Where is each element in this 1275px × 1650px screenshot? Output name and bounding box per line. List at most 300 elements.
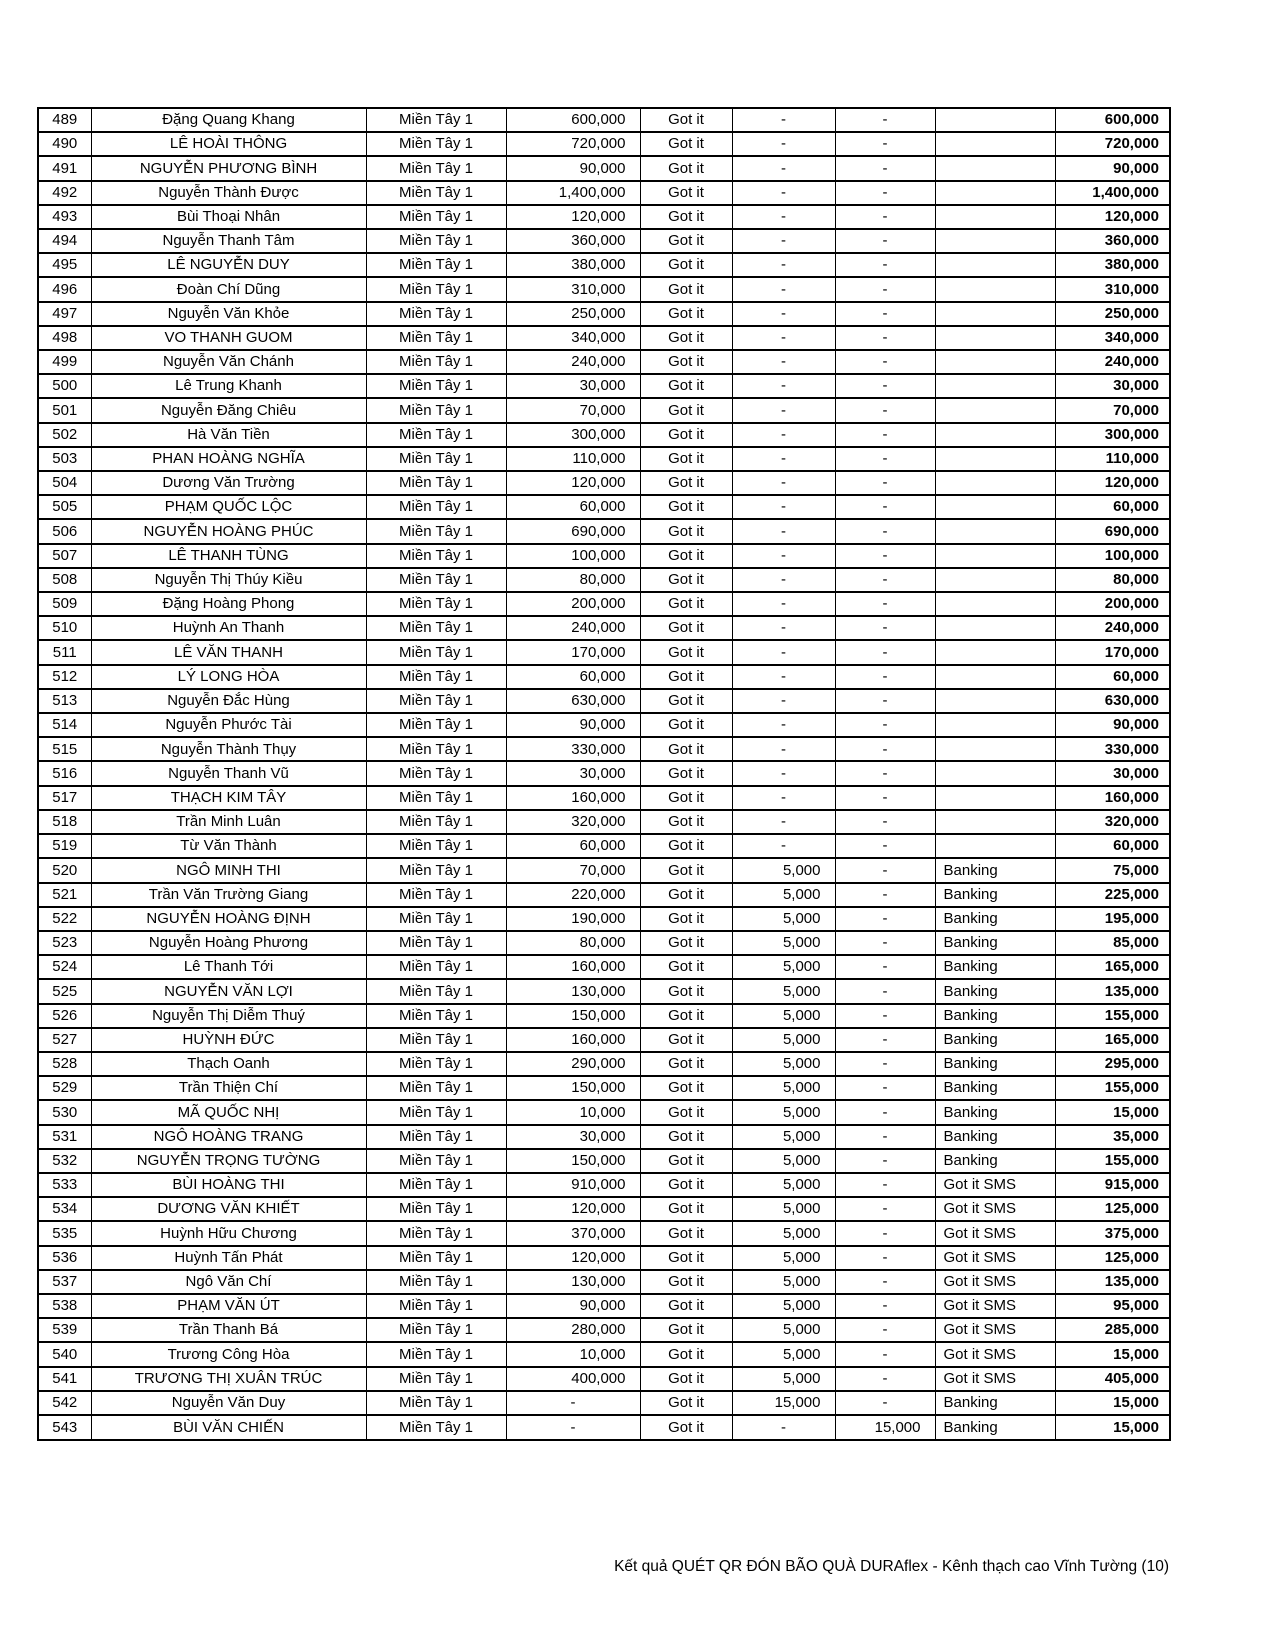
cell-no: 522	[38, 907, 91, 931]
cell-status: Got it	[640, 713, 732, 737]
cell-no: 518	[38, 810, 91, 834]
cell-method: Got it SMS	[935, 1173, 1055, 1197]
cell-total: 110,000	[1055, 447, 1170, 471]
cell-total: 1,400,000	[1055, 181, 1170, 205]
cell-region: Miền Tây 1	[366, 640, 506, 664]
table-row	[38, 495, 1170, 519]
cell-region: Miền Tây 1	[366, 495, 506, 519]
cell-no: 526	[38, 1004, 91, 1028]
cell-total: 80,000	[1055, 568, 1170, 592]
cell-name: LÊ VĂN THANH	[91, 640, 366, 664]
cell-region: Miền Tây 1	[366, 423, 506, 447]
table-row	[38, 519, 1170, 543]
cell-bonus1: -	[732, 374, 835, 398]
cell-name: Nguyễn Phước Tài	[91, 713, 366, 737]
cell-region: Miền Tây 1	[366, 181, 506, 205]
cell-bonus2: -	[835, 979, 935, 1003]
cell-amount: 60,000	[506, 665, 640, 689]
table-row	[38, 181, 1170, 205]
table-row	[38, 423, 1170, 447]
cell-status: Got it	[640, 1028, 732, 1052]
cell-method: Banking	[935, 1052, 1055, 1076]
cell-name: Huỳnh Hữu Chương	[91, 1221, 366, 1245]
cell-bonus1: 5,000	[732, 1197, 835, 1221]
cell-name: Hà Văn Tiền	[91, 423, 366, 447]
cell-no: 533	[38, 1173, 91, 1197]
cell-bonus1: -	[732, 229, 835, 253]
cell-total: 100,000	[1055, 544, 1170, 568]
cell-name: LÝ LONG HÒA	[91, 665, 366, 689]
cell-status: Got it	[640, 1173, 732, 1197]
cell-bonus2: -	[835, 883, 935, 907]
cell-method: Banking	[935, 1100, 1055, 1124]
cell-status: Got it	[640, 1100, 732, 1124]
cell-region: Miền Tây 1	[366, 568, 506, 592]
cell-region: Miền Tây 1	[366, 955, 506, 979]
cell-name: BÙI VĂN CHIẾN	[91, 1415, 366, 1440]
cell-total: 240,000	[1055, 350, 1170, 374]
cell-amount: 110,000	[506, 447, 640, 471]
cell-no: 516	[38, 761, 91, 785]
cell-name: NGÔ MINH THI	[91, 858, 366, 882]
cell-name: MÃ QUỐC NHỊ	[91, 1100, 366, 1124]
cell-bonus1: 5,000	[732, 1246, 835, 1270]
table-row	[38, 568, 1170, 592]
cell-no: 542	[38, 1391, 91, 1415]
cell-bonus2: -	[835, 1100, 935, 1124]
cell-bonus1: 5,000	[732, 1367, 835, 1391]
cell-total: 300,000	[1055, 423, 1170, 447]
cell-bonus1: -	[732, 447, 835, 471]
cell-status: Got it	[640, 181, 732, 205]
cell-amount: 910,000	[506, 1173, 640, 1197]
cell-method: Got it SMS	[935, 1342, 1055, 1366]
cell-name: Nguyễn Thanh Vũ	[91, 761, 366, 785]
cell-method	[935, 350, 1055, 374]
cell-bonus2: -	[835, 1125, 935, 1149]
cell-name: NGUYỄN TRỌNG TƯỜNG	[91, 1149, 366, 1173]
cell-total: 405,000	[1055, 1367, 1170, 1391]
cell-no: 512	[38, 665, 91, 689]
cell-total: 200,000	[1055, 592, 1170, 616]
table-row	[38, 398, 1170, 422]
table-row	[38, 786, 1170, 810]
cell-name: Nguyễn Thanh Tâm	[91, 229, 366, 253]
cell-status: Got it	[640, 955, 732, 979]
cell-amount: 280,000	[506, 1318, 640, 1342]
cell-region: Miền Tây 1	[366, 883, 506, 907]
cell-name: NGUYỄN PHƯƠNG BÌNH	[91, 156, 366, 180]
cell-bonus1: -	[732, 834, 835, 858]
cell-total: 85,000	[1055, 931, 1170, 955]
cell-method: Got it SMS	[935, 1318, 1055, 1342]
cell-total: 135,000	[1055, 979, 1170, 1003]
table-row	[38, 1342, 1170, 1366]
cell-bonus2: -	[835, 471, 935, 495]
cell-method	[935, 689, 1055, 713]
cell-name: Nguyễn Văn Chánh	[91, 350, 366, 374]
cell-region: Miền Tây 1	[366, 1173, 506, 1197]
cell-name: Lê Trung Khanh	[91, 374, 366, 398]
table-row	[38, 1294, 1170, 1318]
cell-bonus2: -	[835, 277, 935, 301]
cell-name: LÊ NGUYỄN DUY	[91, 253, 366, 277]
cell-region: Miền Tây 1	[366, 761, 506, 785]
cell-method: Got it SMS	[935, 1270, 1055, 1294]
page-footer-caption: Kết quả QUÉT QR ĐÓN BÃO QUÀ DURAflex - Kênh thạch cao Vĩnh Tường (10)	[614, 1558, 1169, 1575]
cell-status: Got it	[640, 737, 732, 761]
cell-amount: 160,000	[506, 955, 640, 979]
cell-name: THẠCH KIM TÂY	[91, 786, 366, 810]
cell-name: Trương Công Hòa	[91, 1342, 366, 1366]
cell-amount: 120,000	[506, 1246, 640, 1270]
cell-region: Miền Tây 1	[366, 858, 506, 882]
cell-bonus1: -	[732, 1415, 835, 1440]
cell-amount: 310,000	[506, 277, 640, 301]
cell-bonus1: 5,000	[732, 1318, 835, 1342]
cell-bonus2: -	[835, 132, 935, 156]
cell-bonus1: 5,000	[732, 1149, 835, 1173]
cell-status: Got it	[640, 979, 732, 1003]
cell-region: Miền Tây 1	[366, 1052, 506, 1076]
cell-region: Miền Tây 1	[366, 665, 506, 689]
cell-no: 525	[38, 979, 91, 1003]
cell-no: 509	[38, 592, 91, 616]
cell-no: 495	[38, 253, 91, 277]
cell-method	[935, 519, 1055, 543]
cell-bonus2: -	[835, 1367, 935, 1391]
cell-bonus1: -	[732, 132, 835, 156]
table-row	[38, 1221, 1170, 1245]
cell-status: Got it	[640, 205, 732, 229]
cell-name: NGÔ HOÀNG TRANG	[91, 1125, 366, 1149]
cell-bonus2: -	[835, 181, 935, 205]
cell-no: 510	[38, 616, 91, 640]
cell-method	[935, 447, 1055, 471]
cell-no: 503	[38, 447, 91, 471]
cell-no: 541	[38, 1367, 91, 1391]
cell-region: Miền Tây 1	[366, 277, 506, 301]
cell-amount: 380,000	[506, 253, 640, 277]
cell-total: 155,000	[1055, 1004, 1170, 1028]
cell-total: 330,000	[1055, 737, 1170, 761]
cell-status: Got it	[640, 907, 732, 931]
table-row	[38, 907, 1170, 931]
cell-name: Đoàn Chí Dũng	[91, 277, 366, 301]
cell-amount: 60,000	[506, 495, 640, 519]
cell-bonus2: -	[835, 1391, 935, 1415]
cell-total: 60,000	[1055, 665, 1170, 689]
cell-status: Got it	[640, 592, 732, 616]
cell-no: 543	[38, 1415, 91, 1440]
cell-bonus2: -	[835, 398, 935, 422]
cell-no: 514	[38, 713, 91, 737]
cell-bonus2: -	[835, 761, 935, 785]
cell-method: Got it SMS	[935, 1294, 1055, 1318]
cell-status: Got it	[640, 326, 732, 350]
cell-bonus1: 5,000	[732, 979, 835, 1003]
cell-total: 60,000	[1055, 834, 1170, 858]
cell-status: Got it	[640, 1294, 732, 1318]
cell-bonus1: -	[732, 350, 835, 374]
cell-amount: 10,000	[506, 1100, 640, 1124]
cell-no: 505	[38, 495, 91, 519]
cell-region: Miền Tây 1	[366, 1246, 506, 1270]
cell-method	[935, 810, 1055, 834]
table-row	[38, 1415, 1170, 1440]
cell-amount: 30,000	[506, 761, 640, 785]
cell-bonus1: -	[732, 761, 835, 785]
cell-method	[935, 156, 1055, 180]
cell-no: 502	[38, 423, 91, 447]
cell-region: Miền Tây 1	[366, 156, 506, 180]
cell-bonus2: -	[835, 1270, 935, 1294]
cell-method	[935, 471, 1055, 495]
cell-bonus2: -	[835, 108, 935, 132]
cell-name: BÙI HOÀNG THI	[91, 1173, 366, 1197]
cell-name: Nguyễn Thành Được	[91, 181, 366, 205]
cell-total: 195,000	[1055, 907, 1170, 931]
cell-total: 90,000	[1055, 156, 1170, 180]
cell-total: 285,000	[1055, 1318, 1170, 1342]
cell-status: Got it	[640, 761, 732, 785]
cell-total: 75,000	[1055, 858, 1170, 882]
cell-bonus1: 5,000	[732, 907, 835, 931]
cell-bonus1: -	[732, 471, 835, 495]
cell-method: Banking	[935, 1076, 1055, 1100]
cell-no: 529	[38, 1076, 91, 1100]
cell-amount: 600,000	[506, 108, 640, 132]
cell-region: Miền Tây 1	[366, 253, 506, 277]
cell-method	[935, 592, 1055, 616]
cell-status: Got it	[640, 810, 732, 834]
cell-bonus2: -	[835, 1028, 935, 1052]
cell-bonus1: -	[732, 544, 835, 568]
cell-name: Nguyễn Đắc Hùng	[91, 689, 366, 713]
cell-no: 535	[38, 1221, 91, 1245]
cell-bonus1: 5,000	[732, 1173, 835, 1197]
cell-method	[935, 616, 1055, 640]
cell-no: 527	[38, 1028, 91, 1052]
cell-region: Miền Tây 1	[366, 1294, 506, 1318]
cell-bonus2: -	[835, 713, 935, 737]
cell-amount: -	[506, 1415, 640, 1440]
cell-amount: 130,000	[506, 1270, 640, 1294]
cell-no: 523	[38, 931, 91, 955]
cell-region: Miền Tây 1	[366, 1076, 506, 1100]
table-row	[38, 1246, 1170, 1270]
cell-name: Lê Thanh Tới	[91, 955, 366, 979]
cell-amount: 130,000	[506, 979, 640, 1003]
cell-status: Got it	[640, 858, 732, 882]
cell-no: 530	[38, 1100, 91, 1124]
cell-region: Miền Tây 1	[366, 398, 506, 422]
cell-total: 160,000	[1055, 786, 1170, 810]
cell-total: 90,000	[1055, 713, 1170, 737]
cell-method	[935, 713, 1055, 737]
cell-amount: 160,000	[506, 786, 640, 810]
cell-region: Miền Tây 1	[366, 834, 506, 858]
cell-bonus2: -	[835, 689, 935, 713]
cell-method: Got it SMS	[935, 1197, 1055, 1221]
cell-total: 155,000	[1055, 1149, 1170, 1173]
cell-region: Miền Tây 1	[366, 616, 506, 640]
cell-method: Banking	[935, 1125, 1055, 1149]
cell-bonus1: -	[732, 108, 835, 132]
cell-method: Got it SMS	[935, 1221, 1055, 1245]
cell-name: Dương Văn Trường	[91, 471, 366, 495]
cell-status: Got it	[640, 1149, 732, 1173]
table-row	[38, 447, 1170, 471]
cell-region: Miền Tây 1	[366, 1125, 506, 1149]
cell-method	[935, 495, 1055, 519]
cell-amount: 60,000	[506, 834, 640, 858]
cell-no: 521	[38, 883, 91, 907]
cell-status: Got it	[640, 689, 732, 713]
table-row	[38, 253, 1170, 277]
cell-bonus2: -	[835, 544, 935, 568]
table-row	[38, 737, 1170, 761]
cell-method	[935, 302, 1055, 326]
cell-amount: 720,000	[506, 132, 640, 156]
cell-amount: 250,000	[506, 302, 640, 326]
cell-bonus2: -	[835, 229, 935, 253]
cell-bonus2: -	[835, 447, 935, 471]
cell-bonus1: 5,000	[732, 883, 835, 907]
cell-region: Miền Tây 1	[366, 350, 506, 374]
table-row	[38, 1028, 1170, 1052]
table-row	[38, 277, 1170, 301]
cell-no: 490	[38, 132, 91, 156]
table-row	[38, 471, 1170, 495]
cell-name: LÊ HOÀI THÔNG	[91, 132, 366, 156]
cell-method	[935, 181, 1055, 205]
cell-status: Got it	[640, 1004, 732, 1028]
cell-no: 506	[38, 519, 91, 543]
cell-bonus2: -	[835, 1173, 935, 1197]
cell-bonus1: 5,000	[732, 1004, 835, 1028]
cell-total: 225,000	[1055, 883, 1170, 907]
cell-method	[935, 398, 1055, 422]
table-row	[38, 713, 1170, 737]
cell-bonus2: -	[835, 737, 935, 761]
cell-total: 380,000	[1055, 253, 1170, 277]
cell-region: Miền Tây 1	[366, 205, 506, 229]
cell-total: 360,000	[1055, 229, 1170, 253]
cell-method	[935, 786, 1055, 810]
cell-bonus2: -	[835, 205, 935, 229]
cell-status: Got it	[640, 1391, 732, 1415]
table-row	[38, 205, 1170, 229]
cell-amount: 320,000	[506, 810, 640, 834]
cell-region: Miền Tây 1	[366, 907, 506, 931]
cell-amount: 630,000	[506, 689, 640, 713]
cell-total: 155,000	[1055, 1076, 1170, 1100]
cell-total: 125,000	[1055, 1197, 1170, 1221]
table-row	[38, 858, 1170, 882]
cell-region: Miền Tây 1	[366, 1367, 506, 1391]
cell-status: Got it	[640, 447, 732, 471]
cell-amount: 690,000	[506, 519, 640, 543]
cell-region: Miền Tây 1	[366, 1197, 506, 1221]
cell-bonus2: -	[835, 302, 935, 326]
cell-total: 120,000	[1055, 471, 1170, 495]
cell-amount: 150,000	[506, 1004, 640, 1028]
cell-no: 513	[38, 689, 91, 713]
cell-no: 534	[38, 1197, 91, 1221]
cell-no: 496	[38, 277, 91, 301]
cell-no: 491	[38, 156, 91, 180]
cell-status: Got it	[640, 1367, 732, 1391]
cell-amount: 300,000	[506, 423, 640, 447]
cell-total: 250,000	[1055, 302, 1170, 326]
cell-method: Banking	[935, 883, 1055, 907]
cell-status: Got it	[640, 253, 732, 277]
table-row	[38, 374, 1170, 398]
cell-total: 690,000	[1055, 519, 1170, 543]
cell-total: 165,000	[1055, 1028, 1170, 1052]
cell-total: 295,000	[1055, 1052, 1170, 1076]
cell-status: Got it	[640, 1246, 732, 1270]
cell-total: 310,000	[1055, 277, 1170, 301]
cell-bonus1: 5,000	[732, 1052, 835, 1076]
cell-total: 30,000	[1055, 761, 1170, 785]
cell-status: Got it	[640, 883, 732, 907]
cell-region: Miền Tây 1	[366, 229, 506, 253]
cell-method: Banking	[935, 858, 1055, 882]
cell-amount: 290,000	[506, 1052, 640, 1076]
cell-bonus2: -	[835, 786, 935, 810]
cell-name: NGUYỄN HOÀNG PHÚC	[91, 519, 366, 543]
cell-total: 340,000	[1055, 326, 1170, 350]
cell-method	[935, 834, 1055, 858]
cell-name: TRƯƠNG THỊ XUÂN TRÚC	[91, 1367, 366, 1391]
cell-bonus2: -	[835, 495, 935, 519]
cell-status: Got it	[640, 616, 732, 640]
cell-name: LÊ THANH TÙNG	[91, 544, 366, 568]
table-row	[38, 616, 1170, 640]
cell-bonus1: -	[732, 277, 835, 301]
cell-region: Miền Tây 1	[366, 1100, 506, 1124]
cell-name: Đặng Quang Khang	[91, 108, 366, 132]
table-row	[38, 810, 1170, 834]
cell-no: 532	[38, 1149, 91, 1173]
cell-no: 507	[38, 544, 91, 568]
cell-name: PHẠM QUỐC LỘC	[91, 495, 366, 519]
cell-total: 15,000	[1055, 1391, 1170, 1415]
cell-method	[935, 568, 1055, 592]
cell-amount: 30,000	[506, 374, 640, 398]
cell-amount: 10,000	[506, 1342, 640, 1366]
cell-status: Got it	[640, 665, 732, 689]
cell-total: 720,000	[1055, 132, 1170, 156]
cell-bonus1: 5,000	[732, 858, 835, 882]
cell-method	[935, 761, 1055, 785]
table-row	[38, 544, 1170, 568]
cell-bonus2: -	[835, 423, 935, 447]
cell-amount: 160,000	[506, 1028, 640, 1052]
cell-region: Miền Tây 1	[366, 1391, 506, 1415]
cell-status: Got it	[640, 1318, 732, 1342]
cell-bonus1: 5,000	[732, 1221, 835, 1245]
cell-bonus1: 5,000	[732, 1342, 835, 1366]
cell-amount: 220,000	[506, 883, 640, 907]
table-row	[38, 1367, 1170, 1391]
cell-bonus1: 5,000	[732, 1076, 835, 1100]
cell-amount: 120,000	[506, 471, 640, 495]
cell-region: Miền Tây 1	[366, 326, 506, 350]
cell-status: Got it	[640, 156, 732, 180]
